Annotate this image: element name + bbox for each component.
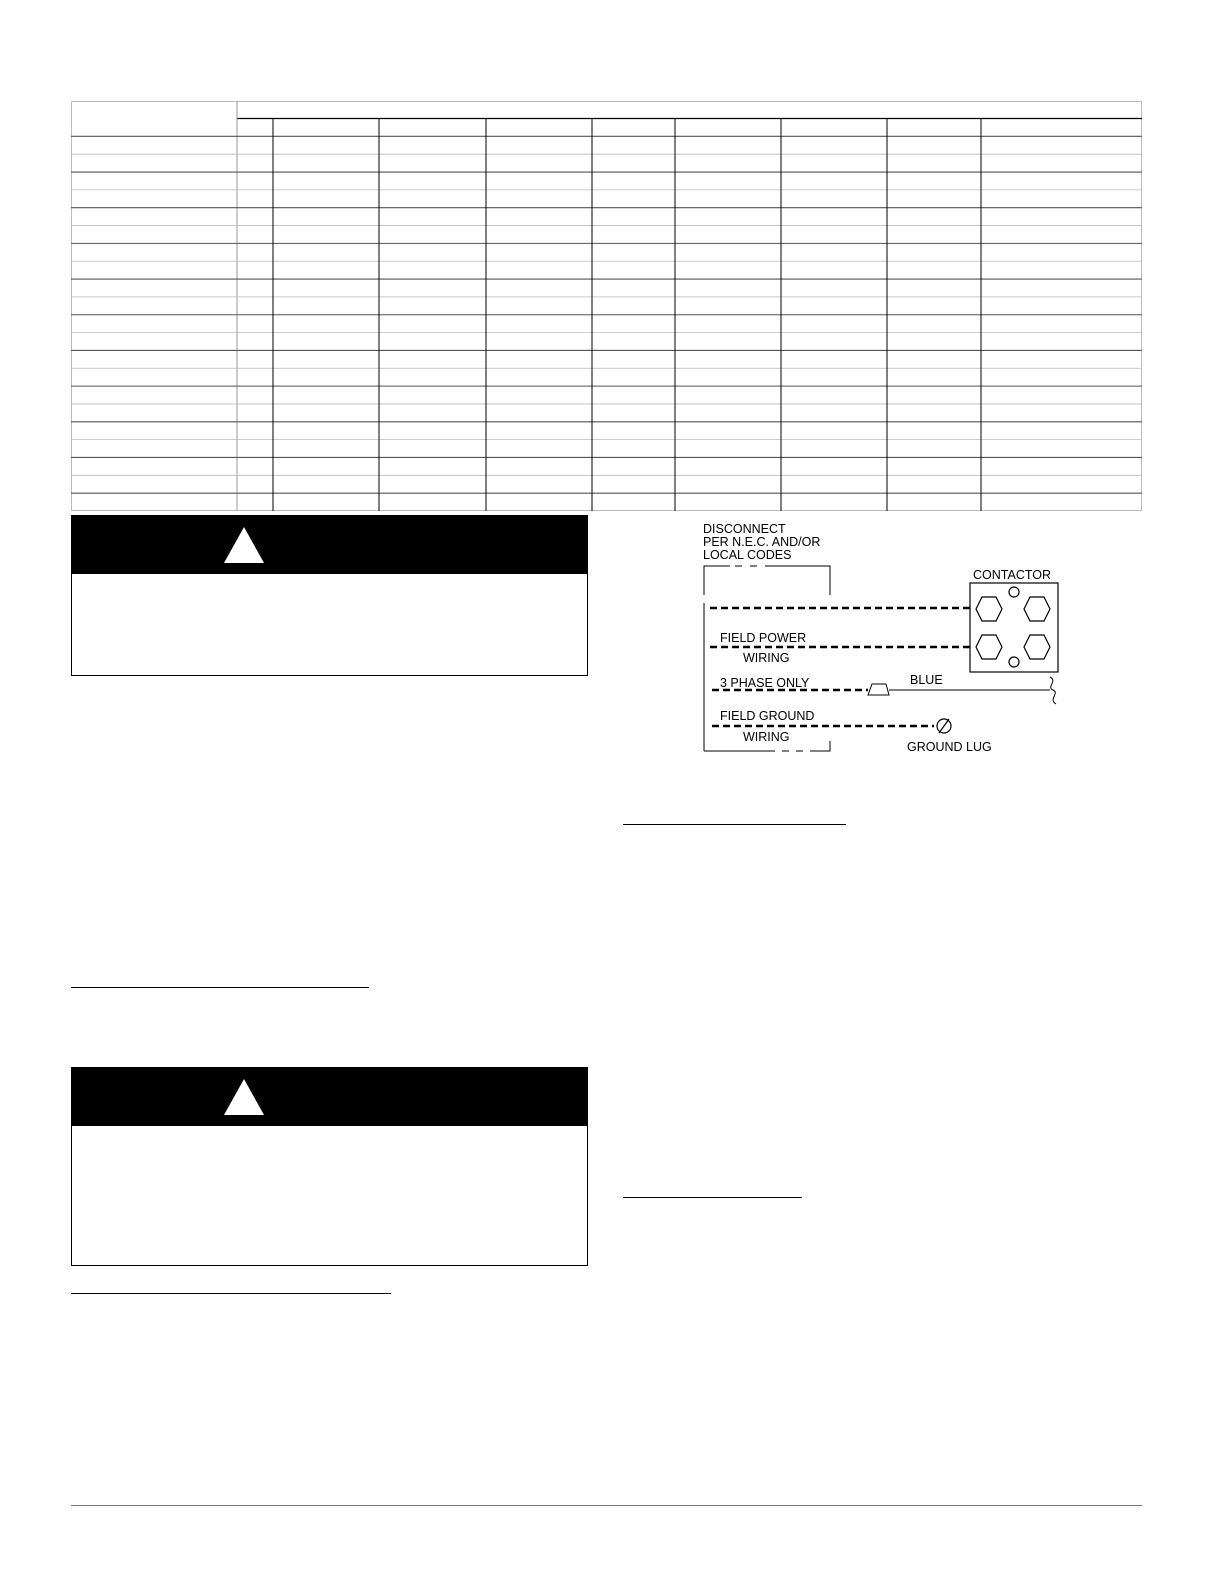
ground-lug-icon <box>937 719 951 733</box>
wire-break-icon <box>1050 677 1056 704</box>
disconnect-label-line-2: PER N.E.C. AND/OR <box>703 535 821 549</box>
section-heading-rule-left-1 <box>71 987 369 988</box>
three-phase-label: 3 PHASE ONLY <box>720 676 810 690</box>
wire-connector-icon <box>868 684 889 695</box>
disconnect-label-line-1: DISCONNECT <box>703 522 786 536</box>
blue-wire-label: BLUE <box>910 673 943 687</box>
field-power-label-line-1: FIELD POWER <box>720 631 807 645</box>
warning-box-electrical <box>71 515 588 676</box>
section-heading-rule-right-2 <box>623 1197 802 1198</box>
ground-lug-label: GROUND LUG <box>907 740 992 754</box>
section-heading-rule-left-2 <box>71 1293 391 1294</box>
warning-triangle-icon <box>222 525 266 565</box>
wiring-diagram-svg <box>690 515 1070 760</box>
spec-table-grid <box>71 101 1142 511</box>
field-power-label-line-2: WIRING <box>743 651 790 665</box>
field-wiring-diagram <box>690 515 1070 760</box>
field-ground-label-line-2: WIRING <box>743 730 790 744</box>
field-ground-label-line-1: FIELD GROUND <box>720 709 815 723</box>
warning-box-secondary <box>71 1067 588 1266</box>
contactor-label: CONTACTOR <box>973 568 1052 582</box>
warning-header <box>72 1068 587 1126</box>
warning-header <box>72 516 587 574</box>
warning-triangle-icon <box>222 1077 266 1117</box>
spec-table <box>71 101 1142 511</box>
disconnect-label-line-3: LOCAL CODES <box>703 548 792 562</box>
section-heading-rule-right-1 <box>623 824 846 825</box>
footer-rule <box>71 1505 1142 1506</box>
contactor-symbol <box>970 583 1058 672</box>
